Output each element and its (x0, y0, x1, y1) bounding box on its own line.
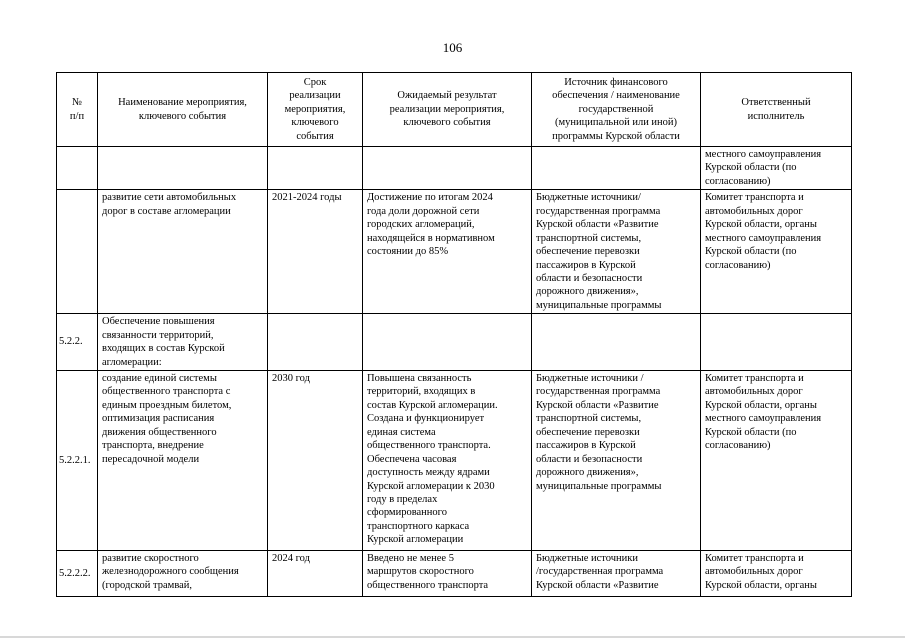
activities-table (56, 72, 852, 597)
table-header-row (57, 73, 852, 147)
table-row (57, 147, 852, 190)
row-number-cell (57, 190, 98, 314)
term-cell: 2024 год (268, 551, 363, 597)
header-cell-term: Срок реализации мероприятия, ключевого события (268, 73, 363, 147)
expected-result-cell (363, 147, 532, 190)
term-cell: 2021-2024 годы (268, 190, 363, 314)
activity-name-cell: развитие скоростного железнодорожного сообщения (городской трамвай, (98, 551, 268, 597)
term-cell: 2030 год (268, 371, 363, 551)
executor-cell (701, 314, 852, 371)
funding-source-cell (532, 147, 701, 190)
expected-result-cell: Введено не менее 5 маршрутов скоростного общественного транспорта (363, 551, 532, 597)
expected-result-cell: Достижение по итогам 2024 года доли дорожной сети городских агломераций, находящейся в нормативном состоянии до 85% (363, 190, 532, 314)
activity-name-cell: развитие сети автомобильных дорог в составе агломерации (98, 190, 268, 314)
row-number-cell (57, 147, 98, 190)
funding-source-cell: Бюджетные источники /государственная программа Курской области «Развитие (532, 551, 701, 597)
row-number-cell: 5.2.2.1. (57, 371, 98, 551)
funding-source-cell: Бюджетные источники / государственная программа Курской области «Развитие транспортной системы, обеспечение перевозки пассажиров в Курской области и безопасности дорожного движения», муниципальные программы (532, 371, 701, 551)
page-number: 106 (442, 40, 463, 55)
funding-source-cell: Бюджетные источники/ государственная программа Курской области «Развитие транспортной системы, обеспечение перевозки пассажиров в Курской области и безопасности дорожного движения», муниципальные программы (532, 190, 701, 314)
header-cell-source: Источник финансового обеспечения / наименование государственной (муниципальной или иной) программы Курской области (532, 73, 701, 147)
activity-name-cell: создание единой системы общественного транспорта с единым проездным билетом, оптимизация расписания движения общественного транспорта, внедрение пересадочной модели (98, 371, 268, 551)
header-cell-result: Ожидаемый результат реализации мероприятия, ключевого события (363, 73, 532, 147)
term-cell (268, 314, 363, 371)
table-row (57, 551, 852, 597)
funding-source-cell (532, 314, 701, 371)
table-row (57, 371, 852, 551)
header-cell-name: Наименование мероприятия, ключевого события (98, 73, 268, 147)
term-cell (268, 147, 363, 190)
expected-result-cell: Повышена связанность территорий, входящих в состав Курской агломерации. Создана и функционирует единая система общественного транспорта. Обеспечена часовая доступность между ядрами Курской агломерации к 2030 году в пределах сформированного транспортного каркаса Курской агломерации (363, 371, 532, 551)
executor-cell: Комитет транспорта и автомобильных дорог Курской области, органы (701, 551, 852, 597)
table-row (57, 314, 852, 371)
executor-cell: Комитет транспорта и автомобильных дорог Курской области, органы местного самоуправления Курской области (по согласованию) (701, 190, 852, 314)
row-number-cell: 5.2.2. (57, 314, 98, 371)
header-cell-executor: Ответственный исполнитель (701, 73, 852, 147)
activity-name-cell: Обеспечение повышения связанности территорий, входящих в состав Курской агломерации: (98, 314, 268, 371)
header-cell-number: № п/п (57, 73, 98, 147)
activity-name-cell (98, 147, 268, 190)
expected-result-cell (363, 314, 532, 371)
table-row (57, 190, 852, 314)
row-number-cell: 5.2.2.2. (57, 551, 98, 597)
executor-cell: местного самоуправления Курской области (по согласованию) (701, 147, 852, 190)
executor-cell: Комитет транспорта и автомобильных дорог Курской области, органы местного самоуправления Курской области (по согласованию) (701, 371, 852, 551)
scan-bottom-edge (0, 636, 905, 638)
